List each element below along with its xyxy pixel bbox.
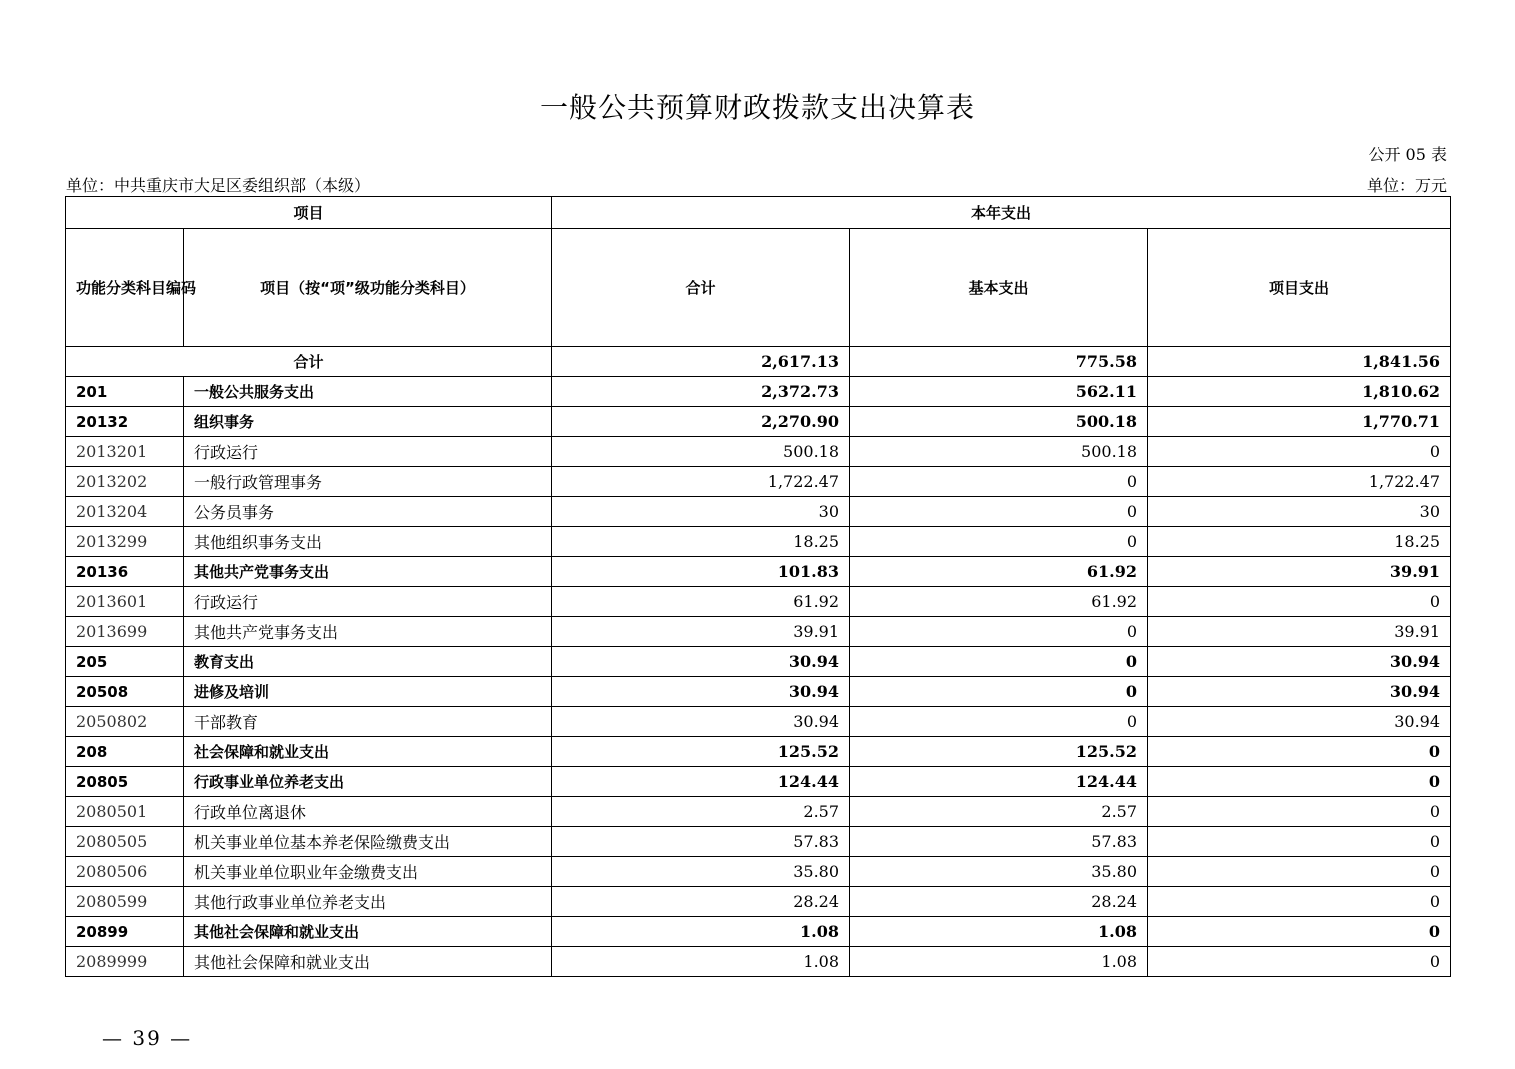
page-number: — 39 — (102, 1026, 193, 1050)
row-basic: 61.92 (850, 587, 1148, 617)
row-name: 社会保障和就业支出 (184, 737, 552, 767)
row-project: 30 (1148, 497, 1451, 527)
row-basic: 28.24 (850, 887, 1148, 917)
row-code: 2013299 (66, 527, 184, 557)
total-row (66, 347, 1451, 377)
row-basic: 1.08 (850, 947, 1148, 977)
row-total: 18.25 (552, 527, 850, 557)
budget-table (65, 196, 1451, 977)
row-code: 2013204 (66, 497, 184, 527)
row-code: 2089999 (66, 947, 184, 977)
row-basic: 35.80 (850, 857, 1148, 887)
row-name: 行政运行 (184, 587, 552, 617)
row-name: 其他共产党事务支出 (184, 557, 552, 587)
row-project: 1,810.62 (1148, 377, 1451, 407)
row-total: 35.80 (552, 857, 850, 887)
header-item: 项目（按“项”级功能分类科目） (184, 229, 552, 347)
row-total: 30 (552, 497, 850, 527)
table-row (66, 587, 1451, 617)
row-basic: 0 (850, 647, 1148, 677)
row-project: 18.25 (1148, 527, 1451, 557)
row-total: 2,270.90 (552, 407, 850, 437)
table-row (66, 437, 1451, 467)
unit-currency: 单位：万元 (1366, 176, 1447, 195)
row-name: 行政运行 (184, 437, 552, 467)
table-row (66, 887, 1451, 917)
row-name: 行政事业单位养老支出 (184, 767, 552, 797)
row-name: 公务员事务 (184, 497, 552, 527)
row-name: 教育支出 (184, 647, 552, 677)
table-row (66, 557, 1451, 587)
row-code: 20136 (66, 557, 184, 587)
row-name: 一般行政管理事务 (184, 467, 552, 497)
table-row (66, 797, 1451, 827)
row-basic: 61.92 (850, 557, 1148, 587)
row-basic: 0 (850, 617, 1148, 647)
form-number: 公开 05 表 (1368, 145, 1447, 164)
row-project: 0 (1148, 917, 1451, 947)
row-code: 20132 (66, 407, 184, 437)
row-project: 0 (1148, 887, 1451, 917)
table-row (66, 497, 1451, 527)
row-project: 1,770.71 (1148, 407, 1451, 437)
row-code: 205 (66, 647, 184, 677)
row-project: 30.94 (1148, 677, 1451, 707)
header-total: 合计 (552, 229, 850, 347)
row-code: 208 (66, 737, 184, 767)
header-code: 功能分类科目编码 (66, 229, 184, 347)
row-name: 其他社会保障和就业支出 (184, 917, 552, 947)
row-basic: 57.83 (850, 827, 1148, 857)
row-total: 28.24 (552, 887, 850, 917)
table-row (66, 527, 1451, 557)
total-project: 1,841.56 (1148, 347, 1451, 377)
row-basic: 2.57 (850, 797, 1148, 827)
row-total: 124.44 (552, 767, 850, 797)
row-project: 0 (1148, 797, 1451, 827)
header-projects: 项目支出 (1148, 229, 1451, 347)
table-row (66, 617, 1451, 647)
page-title: 一般公共预算财政拨款支出决算表 (539, 91, 975, 124)
row-code: 2013201 (66, 437, 184, 467)
header-row-2 (66, 229, 1451, 347)
table-row (66, 647, 1451, 677)
row-total: 125.52 (552, 737, 850, 767)
row-project: 30.94 (1148, 707, 1451, 737)
table-row (66, 737, 1451, 767)
row-total: 61.92 (552, 587, 850, 617)
row-total: 30.94 (552, 707, 850, 737)
row-code: 2013601 (66, 587, 184, 617)
row-project: 39.91 (1148, 557, 1451, 587)
row-project: 30.94 (1148, 647, 1451, 677)
table-row (66, 857, 1451, 887)
row-project: 0 (1148, 947, 1451, 977)
table-row (66, 467, 1451, 497)
total-basic: 775.58 (850, 347, 1148, 377)
table-row (66, 407, 1451, 437)
row-code: 20805 (66, 767, 184, 797)
row-code: 201 (66, 377, 184, 407)
row-total: 1,722.47 (552, 467, 850, 497)
row-name: 机关事业单位职业年金缴费支出 (184, 857, 552, 887)
table-row (66, 767, 1451, 797)
row-basic: 0 (850, 467, 1148, 497)
row-code: 20899 (66, 917, 184, 947)
row-basic: 0 (850, 677, 1148, 707)
row-project: 0 (1148, 437, 1451, 467)
row-basic: 500.18 (850, 407, 1148, 437)
row-code: 2013202 (66, 467, 184, 497)
row-name: 进修及培训 (184, 677, 552, 707)
row-name: 其他社会保障和就业支出 (184, 947, 552, 977)
row-total: 2,372.73 (552, 377, 850, 407)
row-total: 1.08 (552, 917, 850, 947)
row-project: 39.91 (1148, 617, 1451, 647)
row-basic: 125.52 (850, 737, 1148, 767)
row-project: 0 (1148, 827, 1451, 857)
header-basic: 基本支出 (850, 229, 1148, 347)
table-row (66, 947, 1451, 977)
total-label: 合计 (66, 347, 552, 377)
row-name: 其他共产党事务支出 (184, 617, 552, 647)
row-basic: 0 (850, 707, 1148, 737)
row-basic: 1.08 (850, 917, 1148, 947)
table-row (66, 917, 1451, 947)
row-total: 39.91 (552, 617, 850, 647)
row-basic: 124.44 (850, 767, 1148, 797)
row-name: 组织事务 (184, 407, 552, 437)
row-code: 2080505 (66, 827, 184, 857)
row-project: 1,722.47 (1148, 467, 1451, 497)
row-total: 101.83 (552, 557, 850, 587)
header-project: 项目 (66, 197, 552, 229)
row-total: 30.94 (552, 647, 850, 677)
row-code: 2013699 (66, 617, 184, 647)
row-basic: 0 (850, 527, 1148, 557)
row-total: 1.08 (552, 947, 850, 977)
row-project: 0 (1148, 857, 1451, 887)
header-current-year: 本年支出 (552, 197, 1451, 229)
row-code: 20508 (66, 677, 184, 707)
row-name: 其他行政事业单位养老支出 (184, 887, 552, 917)
row-name: 一般公共服务支出 (184, 377, 552, 407)
table-row (66, 377, 1451, 407)
row-project: 0 (1148, 767, 1451, 797)
table-row (66, 707, 1451, 737)
row-basic: 0 (850, 497, 1148, 527)
row-code: 2050802 (66, 707, 184, 737)
row-basic: 562.11 (850, 377, 1148, 407)
row-total: 57.83 (552, 827, 850, 857)
row-total: 30.94 (552, 677, 850, 707)
table-body (66, 347, 1451, 977)
row-name: 干部教育 (184, 707, 552, 737)
unit-organization: 单位：中共重庆市大足区委组织部（本级） (66, 176, 371, 195)
row-total: 500.18 (552, 437, 850, 467)
table-row (66, 677, 1451, 707)
table-row (66, 827, 1451, 857)
row-name: 机关事业单位基本养老保险缴费支出 (184, 827, 552, 857)
row-name: 其他组织事务支出 (184, 527, 552, 557)
total-sum: 2,617.13 (552, 347, 850, 377)
row-code: 2080501 (66, 797, 184, 827)
row-name: 行政单位离退休 (184, 797, 552, 827)
row-total: 2.57 (552, 797, 850, 827)
header-row-1 (66, 197, 1451, 229)
row-project: 0 (1148, 587, 1451, 617)
row-basic: 500.18 (850, 437, 1148, 467)
row-code: 2080599 (66, 887, 184, 917)
row-code: 2080506 (66, 857, 184, 887)
row-project: 0 (1148, 737, 1451, 767)
